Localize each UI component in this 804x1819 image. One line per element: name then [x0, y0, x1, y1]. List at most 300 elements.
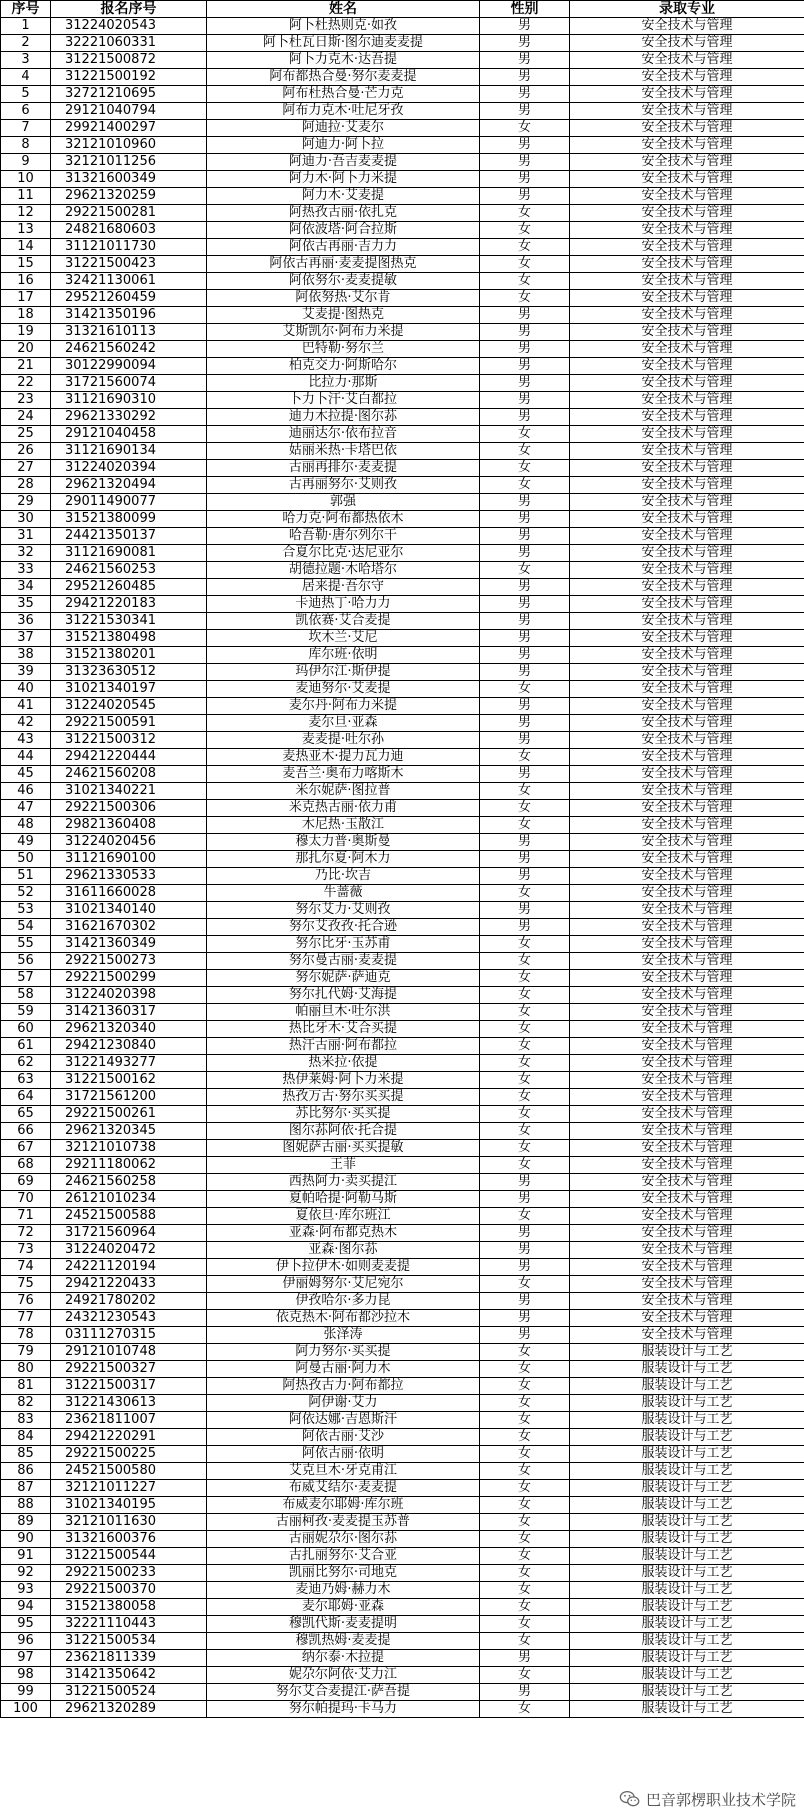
cell-major: 服装设计与工艺 — [570, 1480, 804, 1497]
cell-gender: 男 — [480, 647, 570, 664]
table-row — [1, 103, 804, 120]
cell-gender: 女 — [480, 222, 570, 239]
cell-name: 穆凯热姆·麦麦提 — [207, 1633, 480, 1650]
cell-index: 1 — [1, 18, 51, 35]
header-row — [1, 1, 804, 18]
cell-major: 服装设计与工艺 — [570, 1344, 804, 1361]
cell-major: 安全技术与管理 — [570, 681, 804, 698]
cell-name: 亚森·阿布都克热木 — [207, 1225, 480, 1242]
table-row — [1, 579, 804, 596]
cell-gender: 女 — [480, 1055, 570, 1072]
cell-name: 比拉力·那斯 — [207, 375, 480, 392]
table-row — [1, 1089, 804, 1106]
cell-registration-number: 32121010960 — [51, 137, 207, 154]
cell-major: 安全技术与管理 — [570, 1055, 804, 1072]
cell-registration-number: 29621320340 — [51, 1021, 207, 1038]
cell-gender: 女 — [480, 1701, 570, 1718]
cell-index: 75 — [1, 1276, 51, 1293]
cell-gender: 女 — [480, 1446, 570, 1463]
cell-gender: 男 — [480, 511, 570, 528]
table-row — [1, 1667, 804, 1684]
cell-gender: 女 — [480, 1004, 570, 1021]
cell-gender: 男 — [480, 732, 570, 749]
cell-registration-number: 31224020456 — [51, 834, 207, 851]
cell-major: 安全技术与管理 — [570, 477, 804, 494]
table-row — [1, 1497, 804, 1514]
cell-gender: 男 — [480, 902, 570, 919]
table-row — [1, 528, 804, 545]
cell-major: 安全技术与管理 — [570, 766, 804, 783]
table-row — [1, 1361, 804, 1378]
cell-index: 88 — [1, 1497, 51, 1514]
table-row — [1, 1463, 804, 1480]
cell-name: 阿力木·阿卜力米提 — [207, 171, 480, 188]
cell-index: 33 — [1, 562, 51, 579]
table-row — [1, 52, 804, 69]
cell-major: 安全技术与管理 — [570, 103, 804, 120]
cell-name: 艾克旦木·牙克甫江 — [207, 1463, 480, 1480]
cell-major: 安全技术与管理 — [570, 715, 804, 732]
cell-major: 安全技术与管理 — [570, 987, 804, 1004]
header-index: 序号 — [1, 1, 51, 18]
cell-index: 15 — [1, 256, 51, 273]
cell-registration-number: 29221500273 — [51, 953, 207, 970]
cell-index: 99 — [1, 1684, 51, 1701]
cell-index: 16 — [1, 273, 51, 290]
cell-registration-number: 32221060331 — [51, 35, 207, 52]
cell-gender: 女 — [480, 1395, 570, 1412]
table-row — [1, 511, 804, 528]
table-row — [1, 426, 804, 443]
cell-name: 伊卜拉伊木·如则麦麦提 — [207, 1259, 480, 1276]
cell-registration-number: 31221530341 — [51, 613, 207, 630]
cell-gender: 女 — [480, 1038, 570, 1055]
cell-major: 安全技术与管理 — [570, 528, 804, 545]
cell-major: 安全技术与管理 — [570, 324, 804, 341]
cell-index: 23 — [1, 392, 51, 409]
cell-index: 35 — [1, 596, 51, 613]
cell-gender: 女 — [480, 800, 570, 817]
table-row — [1, 273, 804, 290]
cell-registration-number: 29211180062 — [51, 1157, 207, 1174]
cell-registration-number: 31521380099 — [51, 511, 207, 528]
cell-index: 29 — [1, 494, 51, 511]
cell-index: 6 — [1, 103, 51, 120]
cell-gender: 男 — [480, 1310, 570, 1327]
cell-major: 安全技术与管理 — [570, 868, 804, 885]
cell-registration-number: 31221500524 — [51, 1684, 207, 1701]
cell-gender: 男 — [480, 52, 570, 69]
cell-major: 安全技术与管理 — [570, 1310, 804, 1327]
table-row — [1, 1055, 804, 1072]
table-row — [1, 392, 804, 409]
cell-name: 库尔班·依明 — [207, 647, 480, 664]
cell-index: 72 — [1, 1225, 51, 1242]
table-row — [1, 1310, 804, 1327]
cell-major: 安全技术与管理 — [570, 953, 804, 970]
cell-name: 坎木兰·艾尼 — [207, 630, 480, 647]
cell-gender: 男 — [480, 528, 570, 545]
cell-index: 73 — [1, 1242, 51, 1259]
cell-gender: 女 — [480, 1123, 570, 1140]
cell-major: 服装设计与工艺 — [570, 1633, 804, 1650]
table-row — [1, 188, 804, 205]
cell-registration-number: 31421360349 — [51, 936, 207, 953]
cell-major: 安全技术与管理 — [570, 273, 804, 290]
cell-gender: 男 — [480, 86, 570, 103]
cell-registration-number: 24221120194 — [51, 1259, 207, 1276]
cell-gender: 男 — [480, 392, 570, 409]
cell-registration-number: 31221500423 — [51, 256, 207, 273]
cell-registration-number: 31224020472 — [51, 1242, 207, 1259]
cell-registration-number: 32121010738 — [51, 1140, 207, 1157]
cell-gender: 男 — [480, 35, 570, 52]
table-row — [1, 1208, 804, 1225]
cell-name: 阿卜杜热则克·如孜 — [207, 18, 480, 35]
cell-registration-number: 31221500162 — [51, 1072, 207, 1089]
cell-name: 阿卜杜瓦日斯·图尔迪麦麦提 — [207, 35, 480, 52]
cell-name: 阿依波塔·阿合拉斯 — [207, 222, 480, 239]
cell-registration-number: 31521380058 — [51, 1599, 207, 1616]
cell-index: 58 — [1, 987, 51, 1004]
table-row — [1, 1174, 804, 1191]
cell-registration-number: 31721560074 — [51, 375, 207, 392]
cell-major: 安全技术与管理 — [570, 1259, 804, 1276]
cell-gender: 男 — [480, 358, 570, 375]
cell-name: 牛蔷薇 — [207, 885, 480, 902]
cell-registration-number: 29521260485 — [51, 579, 207, 596]
cell-major: 安全技术与管理 — [570, 1191, 804, 1208]
table-row — [1, 1021, 804, 1038]
cell-gender: 女 — [480, 783, 570, 800]
cell-registration-number: 29221500370 — [51, 1582, 207, 1599]
table-row — [1, 137, 804, 154]
cell-gender: 女 — [480, 1565, 570, 1582]
cell-major: 安全技术与管理 — [570, 749, 804, 766]
cell-index: 44 — [1, 749, 51, 766]
cell-index: 27 — [1, 460, 51, 477]
cell-major: 服装设计与工艺 — [570, 1378, 804, 1395]
table-row — [1, 1548, 804, 1565]
cell-major: 安全技术与管理 — [570, 1004, 804, 1021]
cell-name: 古丽柯孜·麦麦提玉苏普 — [207, 1514, 480, 1531]
cell-major: 安全技术与管理 — [570, 613, 804, 630]
cell-registration-number: 29621330533 — [51, 868, 207, 885]
cell-registration-number: 29121010748 — [51, 1344, 207, 1361]
cell-index: 42 — [1, 715, 51, 732]
cell-major: 安全技术与管理 — [570, 630, 804, 647]
cell-name: 西热阿力·卖买提江 — [207, 1174, 480, 1191]
table-row — [1, 409, 804, 426]
cell-gender: 男 — [480, 1650, 570, 1667]
table-row — [1, 851, 804, 868]
cell-gender: 男 — [480, 171, 570, 188]
table-row — [1, 664, 804, 681]
table-row — [1, 1395, 804, 1412]
cell-registration-number: 29221500299 — [51, 970, 207, 987]
cell-major: 安全技术与管理 — [570, 1140, 804, 1157]
cell-major: 安全技术与管理 — [570, 1242, 804, 1259]
cell-major: 安全技术与管理 — [570, 851, 804, 868]
cell-index: 87 — [1, 1480, 51, 1497]
cell-index: 85 — [1, 1446, 51, 1463]
cell-major: 安全技术与管理 — [570, 375, 804, 392]
table-row — [1, 1072, 804, 1089]
cell-gender: 男 — [480, 766, 570, 783]
cell-registration-number: 29221500327 — [51, 1361, 207, 1378]
cell-registration-number: 23621811007 — [51, 1412, 207, 1429]
cell-gender: 女 — [480, 970, 570, 987]
table-row — [1, 1327, 804, 1344]
cell-registration-number: 31121011730 — [51, 239, 207, 256]
cell-registration-number: 31121690100 — [51, 851, 207, 868]
cell-name: 阿依努尔·麦麦提敏 — [207, 273, 480, 290]
cell-index: 64 — [1, 1089, 51, 1106]
cell-index: 28 — [1, 477, 51, 494]
cell-major: 安全技术与管理 — [570, 120, 804, 137]
cell-major: 安全技术与管理 — [570, 188, 804, 205]
table-row — [1, 69, 804, 86]
cell-gender: 女 — [480, 205, 570, 222]
cell-name: 木尼热·玉散江 — [207, 817, 480, 834]
cell-name: 卡迪热丁·哈力力 — [207, 596, 480, 613]
cell-name: 阿依努热·艾尔肯 — [207, 290, 480, 307]
cell-name: 阿热孜古丽·依扎克 — [207, 205, 480, 222]
cell-name: 迪力木拉提·图尔荪 — [207, 409, 480, 426]
table-row — [1, 375, 804, 392]
cell-index: 34 — [1, 579, 51, 596]
cell-index: 100 — [1, 1701, 51, 1718]
cell-registration-number: 29221500306 — [51, 800, 207, 817]
cell-gender: 男 — [480, 494, 570, 511]
cell-gender: 女 — [480, 681, 570, 698]
cell-name: 古再丽努尔·艾则孜 — [207, 477, 480, 494]
cell-major: 安全技术与管理 — [570, 1038, 804, 1055]
table-row — [1, 698, 804, 715]
cell-gender: 男 — [480, 154, 570, 171]
cell-name: 努尔艾力·艾则孜 — [207, 902, 480, 919]
cell-name: 阿迪力·吾吉麦麦提 — [207, 154, 480, 171]
table-row — [1, 834, 804, 851]
cell-registration-number: 24521500588 — [51, 1208, 207, 1225]
cell-index: 66 — [1, 1123, 51, 1140]
cell-registration-number: 31121690134 — [51, 443, 207, 460]
cell-registration-number: 29921400297 — [51, 120, 207, 137]
cell-major: 服装设计与工艺 — [570, 1599, 804, 1616]
cell-index: 79 — [1, 1344, 51, 1361]
cell-name: 哈力克·阿布都热依木 — [207, 511, 480, 528]
cell-gender: 女 — [480, 1599, 570, 1616]
cell-major: 安全技术与管理 — [570, 205, 804, 222]
cell-registration-number: 31221500544 — [51, 1548, 207, 1565]
table-row — [1, 1038, 804, 1055]
table-row — [1, 1531, 804, 1548]
cell-registration-number: 31221500317 — [51, 1378, 207, 1395]
cell-name: 阿伊谢·艾力 — [207, 1395, 480, 1412]
cell-name: 郭强 — [207, 494, 480, 511]
watermark-text: 巴音郭楞职业技术学院 — [645, 1790, 796, 1809]
cell-index: 43 — [1, 732, 51, 749]
cell-gender: 女 — [480, 1072, 570, 1089]
cell-gender: 男 — [480, 630, 570, 647]
cell-registration-number: 31421350642 — [51, 1667, 207, 1684]
cell-index: 32 — [1, 545, 51, 562]
table-row — [1, 494, 804, 511]
cell-index: 82 — [1, 1395, 51, 1412]
cell-gender: 女 — [480, 1616, 570, 1633]
cell-index: 19 — [1, 324, 51, 341]
cell-index: 65 — [1, 1106, 51, 1123]
cell-index: 71 — [1, 1208, 51, 1225]
cell-index: 17 — [1, 290, 51, 307]
cell-index: 30 — [1, 511, 51, 528]
cell-major: 安全技术与管理 — [570, 137, 804, 154]
cell-index: 21 — [1, 358, 51, 375]
table-row — [1, 1599, 804, 1616]
cell-name: 努尔比牙·玉苏甫 — [207, 936, 480, 953]
cell-name: 古扎丽努尔·艾合亚 — [207, 1548, 480, 1565]
cell-registration-number: 31521380201 — [51, 647, 207, 664]
cell-name: 麦麦提·吐尔孙 — [207, 732, 480, 749]
cell-registration-number: 31221493277 — [51, 1055, 207, 1072]
table-row — [1, 341, 804, 358]
cell-gender: 男 — [480, 1174, 570, 1191]
watermark — [615, 1787, 800, 1811]
cell-gender: 男 — [480, 919, 570, 936]
cell-gender: 男 — [480, 834, 570, 851]
cell-registration-number: 29221500281 — [51, 205, 207, 222]
cell-gender: 女 — [480, 1531, 570, 1548]
cell-registration-number: 30122990094 — [51, 358, 207, 375]
cell-registration-number: 29621320259 — [51, 188, 207, 205]
cell-major: 安全技术与管理 — [570, 341, 804, 358]
table-row — [1, 35, 804, 52]
table-row — [1, 1259, 804, 1276]
table-row — [1, 647, 804, 664]
cell-major: 安全技术与管理 — [570, 1072, 804, 1089]
cell-name: 卜力卜汗·艾白都拉 — [207, 392, 480, 409]
cell-gender: 男 — [480, 1259, 570, 1276]
cell-index: 11 — [1, 188, 51, 205]
table-row — [1, 18, 804, 35]
cell-gender: 女 — [480, 987, 570, 1004]
cell-major: 服装设计与工艺 — [570, 1582, 804, 1599]
cell-index: 76 — [1, 1293, 51, 1310]
cell-major: 服装设计与工艺 — [570, 1514, 804, 1531]
cell-name: 古丽再排尔·麦麦提 — [207, 460, 480, 477]
cell-name: 乃比·坎吉 — [207, 868, 480, 885]
cell-index: 50 — [1, 851, 51, 868]
cell-gender: 男 — [480, 851, 570, 868]
cell-index: 92 — [1, 1565, 51, 1582]
cell-index: 86 — [1, 1463, 51, 1480]
cell-registration-number: 29521260459 — [51, 290, 207, 307]
table-row — [1, 443, 804, 460]
cell-index: 78 — [1, 1327, 51, 1344]
cell-gender: 女 — [480, 477, 570, 494]
cell-major: 安全技术与管理 — [570, 239, 804, 256]
table-row — [1, 800, 804, 817]
table-row — [1, 477, 804, 494]
table-row — [1, 970, 804, 987]
table-row — [1, 171, 804, 188]
cell-name: 米克热古丽·依力甫 — [207, 800, 480, 817]
cell-major: 安全技术与管理 — [570, 1174, 804, 1191]
table-row — [1, 1633, 804, 1650]
cell-registration-number: 31611660028 — [51, 885, 207, 902]
cell-index: 70 — [1, 1191, 51, 1208]
cell-registration-number: 24621560258 — [51, 1174, 207, 1191]
cell-name: 张泽涛 — [207, 1327, 480, 1344]
cell-registration-number: 29421220433 — [51, 1276, 207, 1293]
cell-name: 王菲 — [207, 1157, 480, 1174]
cell-registration-number: 31224020545 — [51, 698, 207, 715]
cell-name: 居来提·吾尔守 — [207, 579, 480, 596]
cell-registration-number: 29421220444 — [51, 749, 207, 766]
cell-index: 37 — [1, 630, 51, 647]
cell-name: 哈吾勒·唐尔列尔干 — [207, 528, 480, 545]
cell-major: 安全技术与管理 — [570, 222, 804, 239]
table-row — [1, 766, 804, 783]
table-row — [1, 1293, 804, 1310]
cell-index: 98 — [1, 1667, 51, 1684]
cell-name: 胡德拉题·木哈塔尔 — [207, 562, 480, 579]
cell-major: 安全技术与管理 — [570, 1123, 804, 1140]
cell-gender: 女 — [480, 239, 570, 256]
cell-index: 53 — [1, 902, 51, 919]
cell-index: 81 — [1, 1378, 51, 1395]
cell-gender: 男 — [480, 409, 570, 426]
cell-major: 安全技术与管理 — [570, 494, 804, 511]
cell-registration-number: 24521500580 — [51, 1463, 207, 1480]
cell-major: 安全技术与管理 — [570, 290, 804, 307]
cell-gender: 男 — [480, 1684, 570, 1701]
cell-registration-number: 31224020543 — [51, 18, 207, 35]
table-row — [1, 596, 804, 613]
cell-index: 80 — [1, 1361, 51, 1378]
cell-name: 夏依旦·库尔班江 — [207, 1208, 480, 1225]
cell-major: 服装设计与工艺 — [570, 1667, 804, 1684]
cell-major: 安全技术与管理 — [570, 834, 804, 851]
cell-name: 穆凯代斯·麦麦提明 — [207, 1616, 480, 1633]
table-row — [1, 919, 804, 936]
cell-gender: 女 — [480, 1378, 570, 1395]
cell-index: 4 — [1, 69, 51, 86]
cell-registration-number: 31121690081 — [51, 545, 207, 562]
cell-gender: 女 — [480, 749, 570, 766]
table-row — [1, 290, 804, 307]
cell-gender: 女 — [480, 953, 570, 970]
cell-name: 麦尔耶姆·亚森 — [207, 1599, 480, 1616]
cell-name: 合夏尔比克·达尼亚尔 — [207, 545, 480, 562]
cell-name: 热孜万古·努尔买买提 — [207, 1089, 480, 1106]
table-row — [1, 1344, 804, 1361]
cell-index: 68 — [1, 1157, 51, 1174]
cell-major: 服装设计与工艺 — [570, 1412, 804, 1429]
cell-gender: 女 — [480, 1157, 570, 1174]
cell-registration-number: 31421360317 — [51, 1004, 207, 1021]
cell-index: 90 — [1, 1531, 51, 1548]
cell-name: 麦吾兰·奥布力喀斯木 — [207, 766, 480, 783]
cell-gender: 女 — [480, 1633, 570, 1650]
cell-name: 阿迪力·阿卜拉 — [207, 137, 480, 154]
cell-index: 63 — [1, 1072, 51, 1089]
cell-major: 安全技术与管理 — [570, 1293, 804, 1310]
table-row — [1, 1446, 804, 1463]
cell-major: 服装设计与工艺 — [570, 1616, 804, 1633]
cell-gender: 男 — [480, 103, 570, 120]
cell-name: 努尔曼古丽·麦麦提 — [207, 953, 480, 970]
